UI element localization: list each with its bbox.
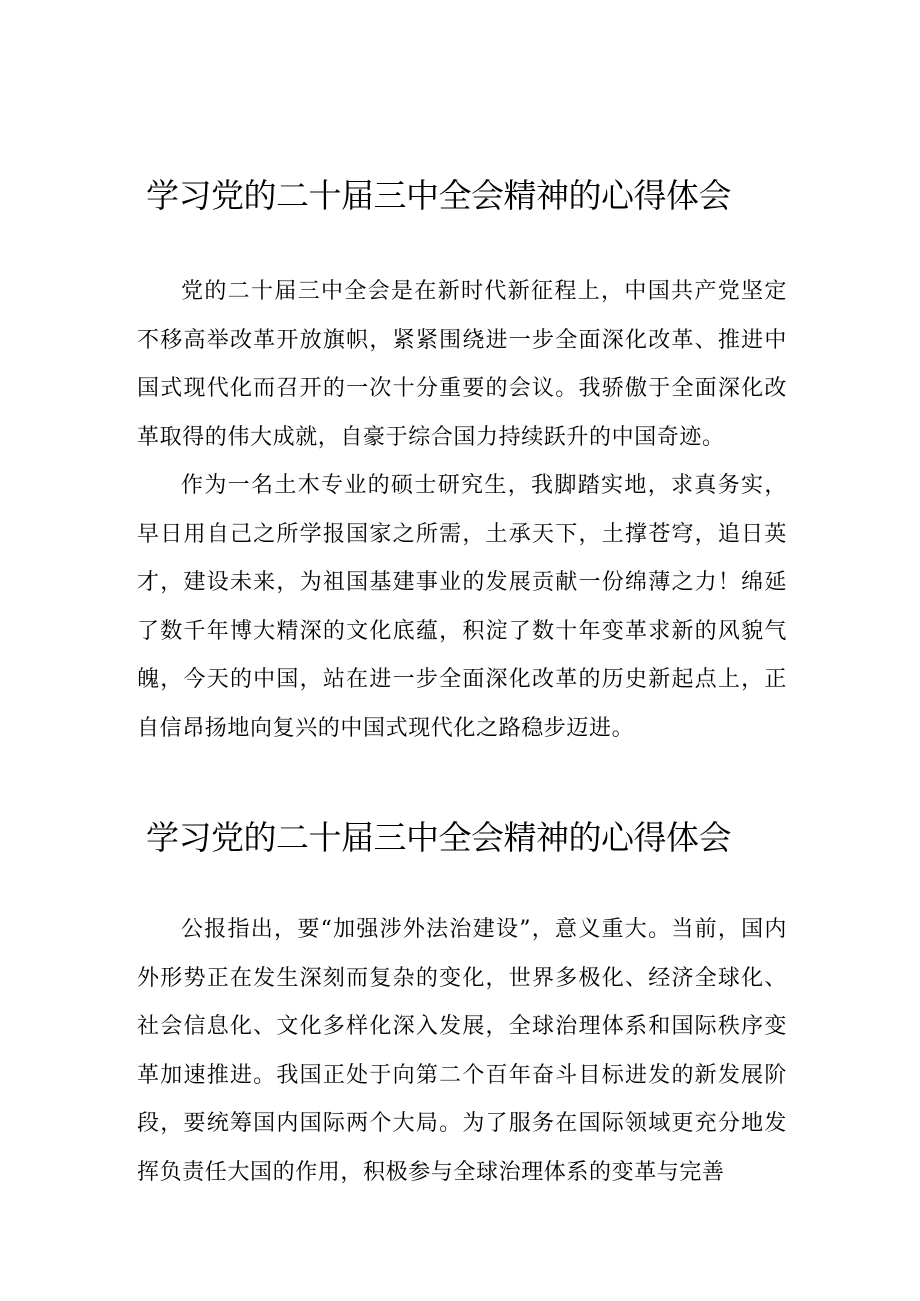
body-paragraph: 党的二十届三中全会是在新时代新征程上，中国共产党坚定不移高举改革开放旗帜，紧紧围绕进一步全面深化改革、推进中国式现代化而召开的一次十分重要的会议。我骄傲于全面深化改革取得的伟大成就，自豪于综合国力持续跃升的中国奇迹。 [137, 279, 787, 450]
section-title: 学习党的二十届三中全会精神的心得体会 [146, 818, 731, 857]
body-paragraph: 公报指出，要“加强涉外法治建设”，意义重大。当前，国内外形势正在发生深刻而复杂的变化，世界多极化、经济全球化、社会信息化、文化多样化深入发展，全球治理体系和国际秩序变革加速推进。我国正处于向第二个百年奋斗目标进发的新发展阶段，要统筹国内国际两个大局。为了服务在国际领域更充分地发挥负责任大国的作用，积极参与全球治理体系的变革与完善 [137, 917, 787, 1185]
body-paragraph: 作为一名土木专业的硕士研究生，我脚踏实地，求真务实，早日用自己之所学报国家之所需，土承天下，土撑苍穹，追日英才，建设未来，为祖国基建事业的发展贡献一份绵薄之力！绵延了数千年博大精深的文化底蕴，积淀了数十年变革求新的风貌气魄，今天的中国，站在进一步全面深化改革的历史新起点上，正自信昂扬地向复兴的中国式现代化之路稳步迈进。 [137, 473, 787, 741]
section-title: 学习党的二十届三中全会精神的心得体会 [146, 176, 731, 215]
